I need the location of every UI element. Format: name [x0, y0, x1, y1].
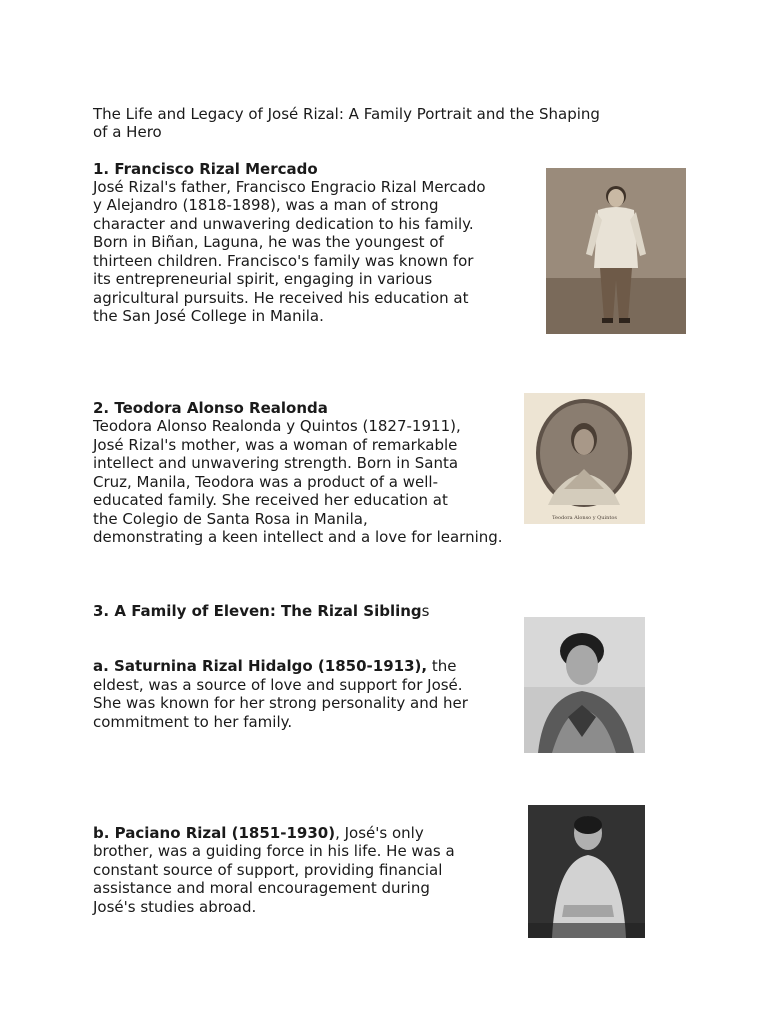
section-heading-teodora: 2. Teodora Alonso Realonda	[93, 399, 328, 417]
siblings-heading-bold: 3. A Family of Eleven: The Rizal Sibling	[93, 602, 422, 620]
document-title-line-2: of a Hero	[93, 123, 162, 141]
teodora-line-7: demonstrating a keen intellect and a love for learning.	[93, 528, 503, 546]
paciano-lead-tail: , José's only	[335, 824, 424, 842]
teodora-line-1: Teodora Alonso Realonda y Quintos (1827-1911),	[93, 417, 461, 435]
saturnina-portrait-photo	[524, 617, 645, 753]
saturnina-lead-tail: the	[427, 657, 457, 675]
saturnina-line-3: commitment to her family.	[93, 713, 293, 731]
paciano-portrait-photo	[528, 805, 645, 938]
teodora-portrait-photo	[524, 393, 645, 524]
saturnina-lead-line	[93, 657, 456, 676]
saturnina-name: a. Saturnina Rizal Hidalgo (1850-1913),	[93, 657, 428, 675]
teodora-photo-caption: Teodora Alonso y Quintos	[552, 515, 617, 521]
francisco-line-3: character and unwavering dedication to his family.	[93, 215, 474, 233]
francisco-portrait-photo	[546, 168, 686, 334]
section-heading-francisco: 1. Francisco Rizal Mercado	[93, 160, 318, 178]
francisco-line-2: y Alejandro (1818-1898), was a man of strong	[93, 196, 439, 214]
paciano-line-3: assistance and moral encouragement during	[93, 879, 430, 897]
paciano-name: b. Paciano Rizal (1851-1930)	[93, 824, 336, 842]
francisco-line-6: its entrepreneurial spirit, engaging in various	[93, 270, 433, 288]
paciano-lead-line	[93, 824, 424, 843]
francisco-line-1: José Rizal's father, Francisco Engracio Rizal Mercado	[93, 178, 486, 196]
francisco-line-8: the San José College in Manila.	[93, 307, 324, 325]
teodora-line-6: the Colegio de Santa Rosa in Manila,	[93, 510, 368, 528]
saturnina-line-2: She was known for her strong personality and her	[93, 694, 468, 712]
francisco-line-7: agricultural pursuits. He received his education at	[93, 289, 469, 307]
teodora-line-2: José Rizal's mother, was a woman of remarkable	[93, 436, 458, 454]
paciano-line-4: José's studies abroad.	[93, 898, 257, 916]
teodora-line-4: Cruz, Manila, Teodora was a product of a well-	[93, 473, 438, 491]
teodora-line-5: educated family. She received her education at	[93, 491, 448, 509]
siblings-heading-tail: s	[421, 602, 430, 620]
teodora-line-3: intellect and unwavering strength. Born in Santa	[93, 454, 459, 472]
paciano-line-1: brother, was a guiding force in his life. He was a	[93, 842, 455, 860]
section-heading-siblings	[93, 602, 429, 621]
francisco-line-4: Born in Biñan, Laguna, he was the youngest of	[93, 233, 444, 251]
francisco-line-5: thirteen children. Francisco's family was known for	[93, 252, 474, 270]
document-title-line-1: The Life and Legacy of José Rizal: A Family Portrait and the Shaping	[93, 105, 600, 123]
paciano-line-2: constant source of support, providing financial	[93, 861, 443, 879]
saturnina-line-1: eldest, was a source of love and support for José.	[93, 676, 463, 694]
